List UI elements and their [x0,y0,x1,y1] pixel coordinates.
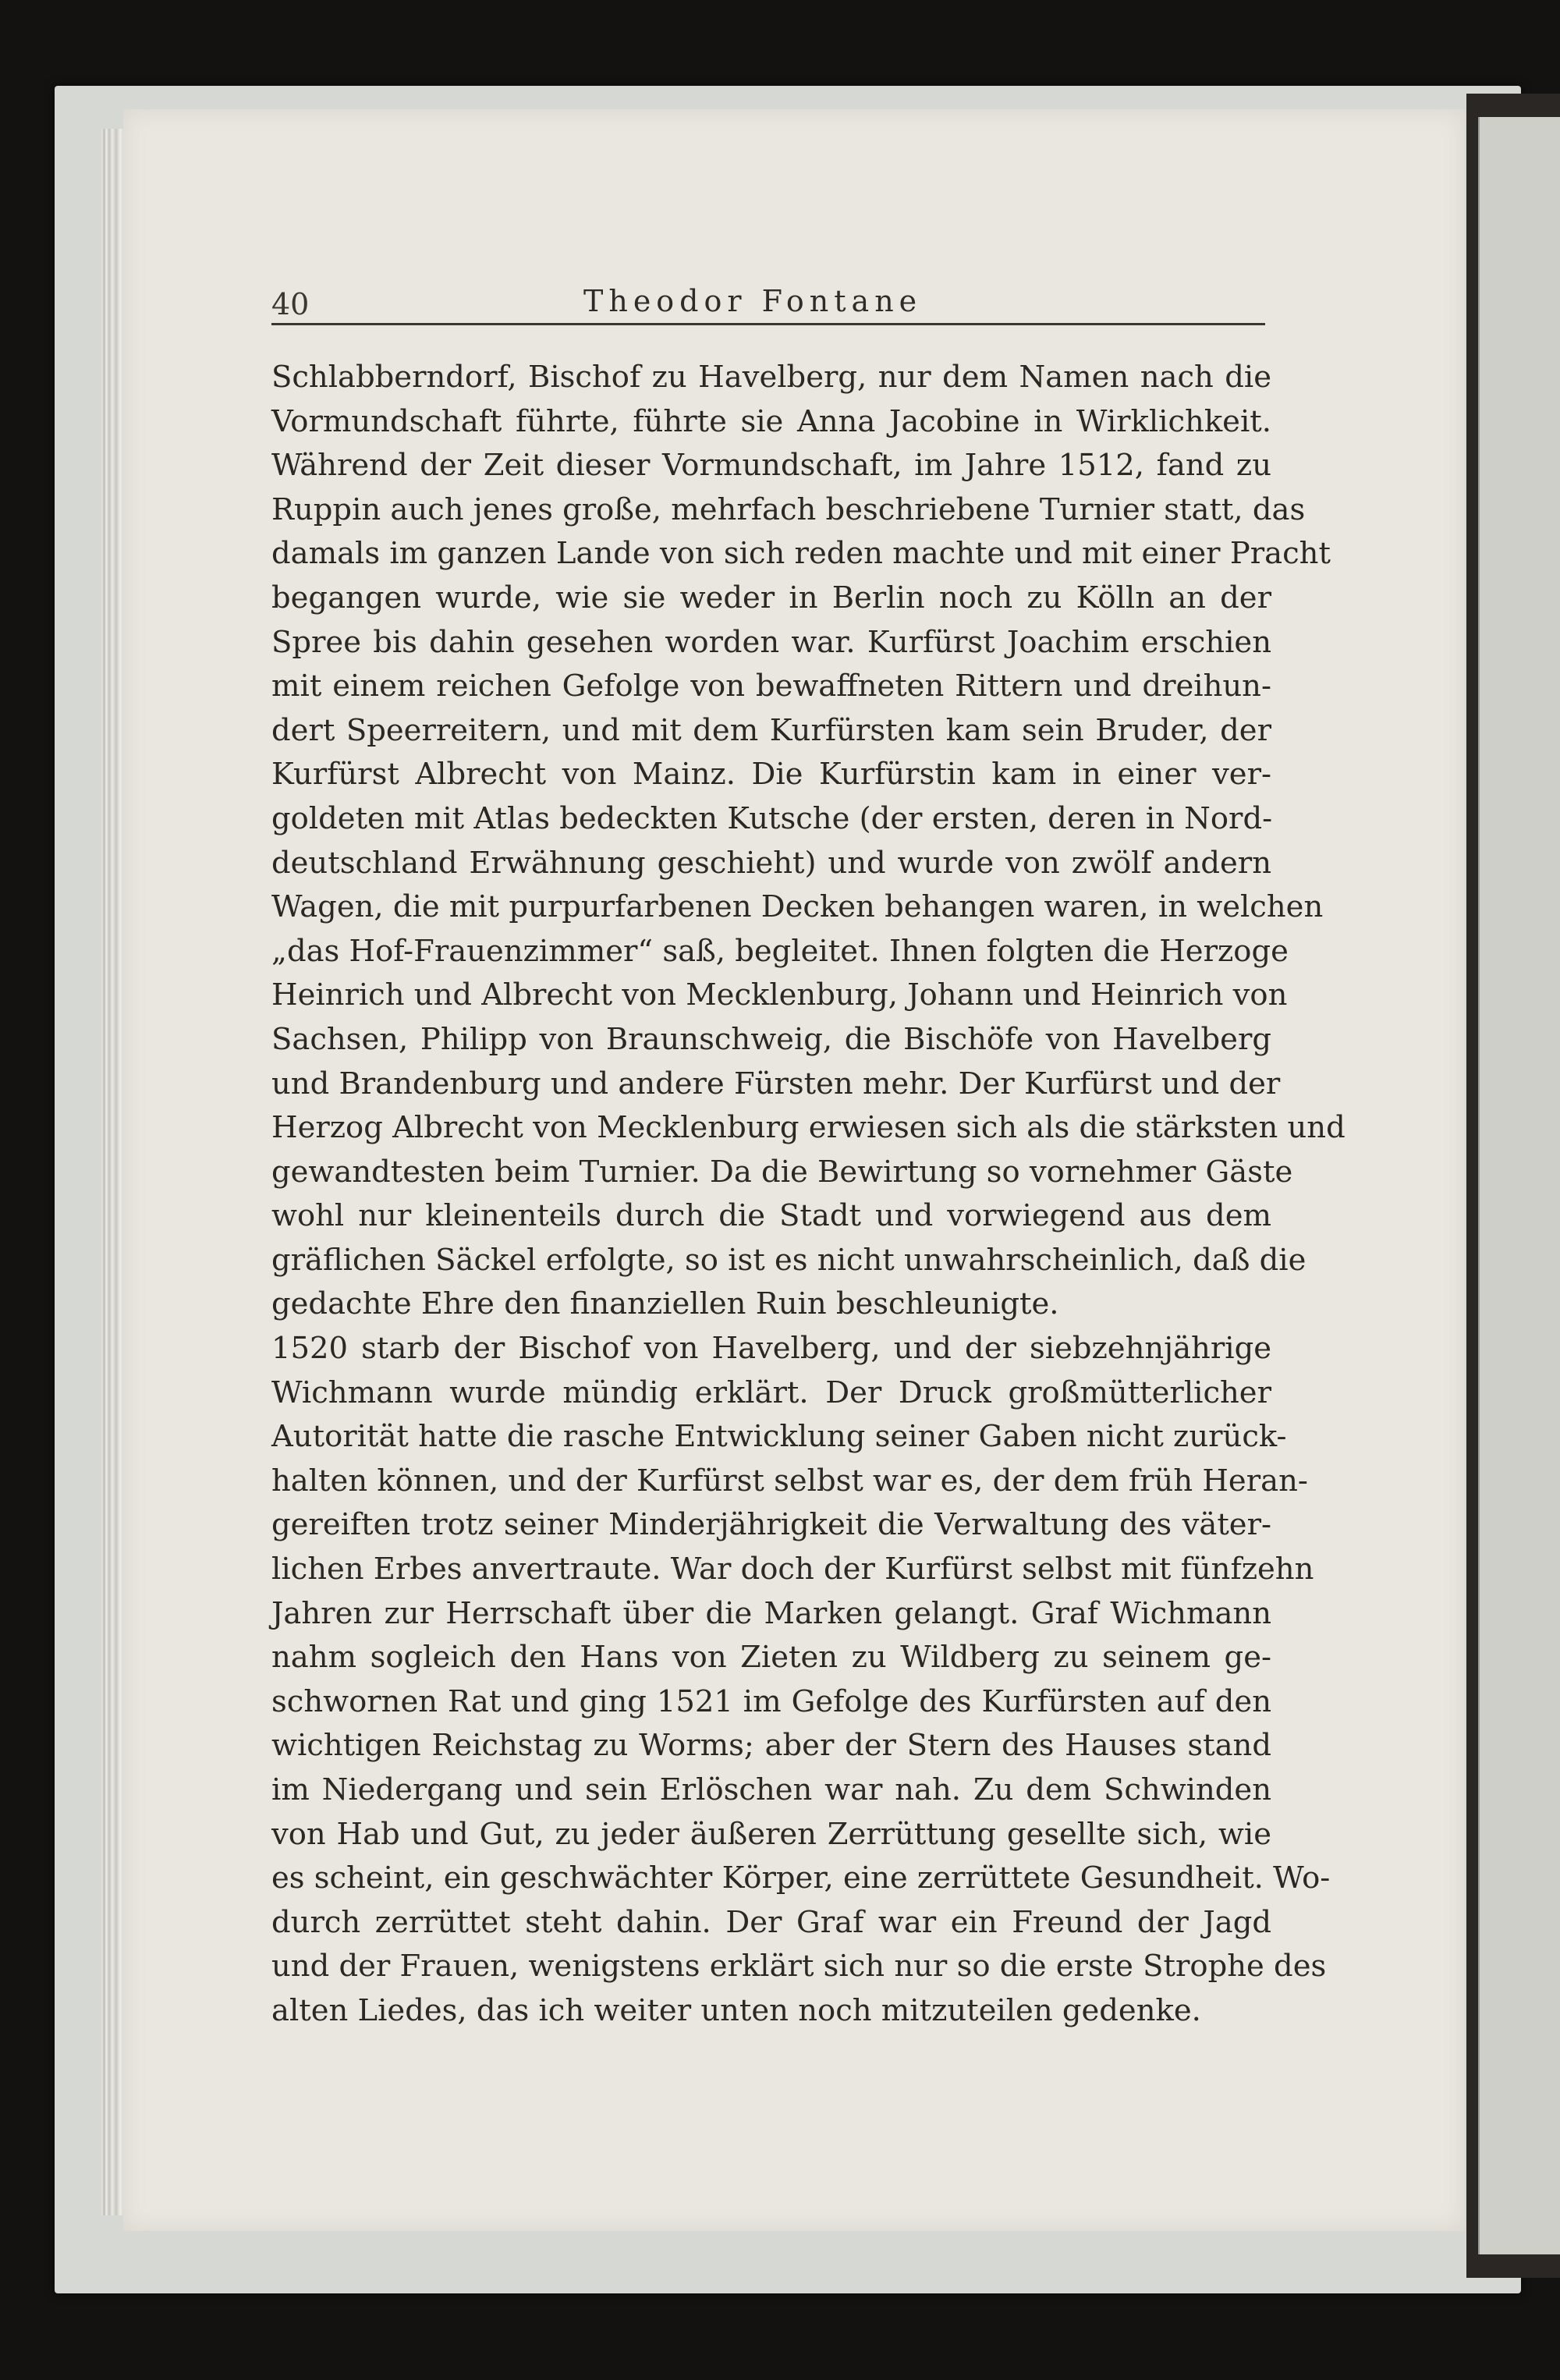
text-line: Ruppin auch jenes große, mehrfach beschriebene Turnier statt, das [271,491,1306,527]
text-line: Vormundschaft führte, führte sie Anna Jacobine in Wirklichkeit. [271,403,1271,439]
text-line: Schlabberndorf, Bischof zu Havelberg, nur dem Namen nach die [271,360,1271,395]
text-line: Kurfürst Albrecht von Mainz. Die Kurfürstin kam in einer ver- [271,757,1271,793]
text-line: „das Hof-Frauenzimmer“ saß, begleitet. Ihnen folgten die Herzoge [271,933,1289,969]
running-title: Theodor Fontane [583,284,923,318]
text-line: Autorität hatte die rasche Entwicklung seiner Gaben nicht zurück- [271,1419,1287,1455]
text-line: wohl nur kleinenteils durch die Stadt und vorwiegend aus dem [271,1198,1271,1234]
text-line: halten können, und der Kurfürst selbst war es, der dem früh Heran- [271,1463,1308,1499]
text-line: Wichmann wurde mündig erklärt. Der Druck großmütterlicher [271,1374,1271,1410]
text-line: lichen Erbes anvertraute. War doch der Kurfürst selbst mit fünfzehn [271,1552,1314,1587]
text-line: goldeten mit Atlas bedeckten Kutsche (der ersten, deren in Nord- [271,800,1273,836]
text-line: Spree bis dahin gesehen worden war. Kurfürst Joachim erschien [271,624,1271,660]
text-line: wichtigen Reichstag zu Worms; aber der Stern des Hauses stand [271,1728,1271,1764]
text-line: begangen wurde, wie sie weder in Berlin noch zu Kölln an der [271,580,1271,615]
page-header [271,284,1265,325]
text-line: und Brandenburg und andere Fürsten mehr. Der Kurfürst und der [271,1066,1281,1101]
text-line: von Hab und Gut, zu jeder äußeren Zerrüttung gesellte sich, wie [271,1816,1271,1852]
page-number: 40 [271,287,310,321]
text-line: Wagen, die mit purpurfarbenen Decken behangen waren, in welchen [271,889,1324,925]
text-line: Während der Zeit dieser Vormundschaft, im Jahre 1512, fand zu [271,448,1271,484]
text-line: damals im ganzen Lande von sich reden machte und mit einer Pracht [271,536,1331,572]
text-line: Sachsen, Philipp von Braunschweig, die Bischöfe von Havelberg [271,1021,1271,1057]
text-line: gewandtesten beim Turnier. Da die Bewirtung so vornehmer Gäste [271,1154,1293,1190]
text-line: gereiften trotz seiner Minderjährigkeit die Verwaltung des väter- [271,1507,1271,1543]
text-line: nahm sogleich den Hans von Zieten zu Wildberg zu seinem ge- [271,1640,1271,1676]
text-line: alten Liedes, das ich weiter unten noch mitzuteilen gedenke. [271,1992,1201,2028]
text-line: es scheint, ein geschwächter Körper, eine zerrüttete Gesundheit. Wo- [271,1860,1331,1896]
text-line: dert Speerreitern, und mit dem Kurfürsten kam sein Bruder, der [271,712,1271,748]
page-stack-edges [101,129,125,2215]
text-line: gedachte Ehre den finanziellen Ruin beschleunigte. [271,1286,1059,1322]
text-line: schwornen Rat und ging 1521 im Gefolge des Kurfürsten auf den [271,1683,1271,1719]
text-line: Jahren zur Herrschaft über die Marken gelangt. Graf Wichmann [271,1595,1271,1631]
text-line: mit einem reichen Gefolge von bewaffneten Rittern und dreihun- [271,669,1271,704]
text-line: im Niedergang und sein Erlöschen war nah. Zu dem Schwinden [271,1772,1271,1807]
text-line: durch zerrüttet steht dahin. Der Graf war ein Freund der Jagd [271,1904,1271,1940]
text-line: deutschland Erwähnung geschieht) und wurde von zwölf andern [271,845,1271,881]
text-line: Herzog Albrecht von Mecklenburg erwiesen sich als die stärksten und [271,1110,1346,1146]
adjacent-page-edge [1478,117,1560,2254]
text-line: gräflichen Säckel erfolgte, so ist es nicht unwahrscheinlich, daß die [271,1242,1306,1278]
body-text [271,356,1346,2034]
text-line: 1520 starb der Bischof von Havelberg, und der siebzehnjährige [271,1331,1271,1367]
text-line: Heinrich und Albrecht von Mecklenburg, Johann und Heinrich von [271,977,1288,1013]
text-line: und der Frauen, wenigstens erklärt sich nur so die erste Strophe des [271,1949,1327,1985]
